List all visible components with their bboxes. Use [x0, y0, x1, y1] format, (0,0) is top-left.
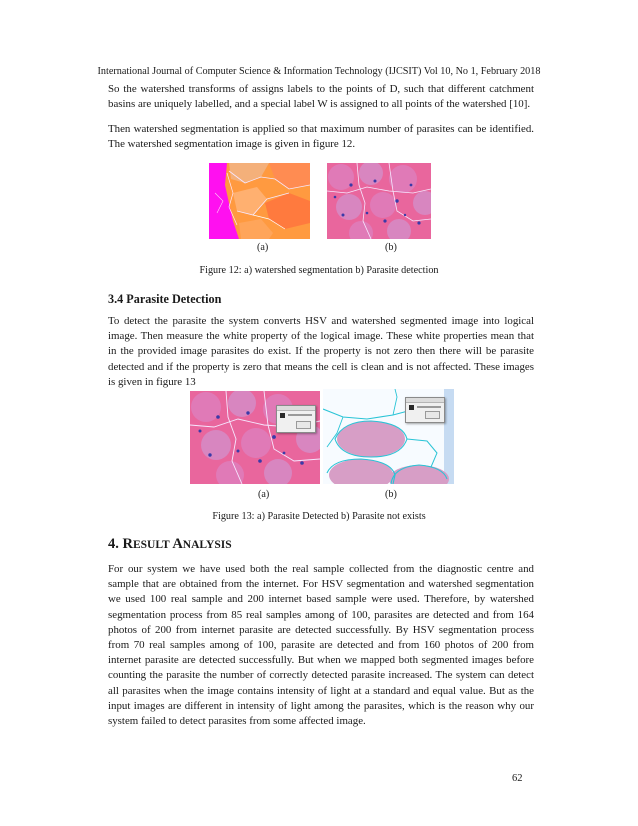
figure13-label-a: (a) [258, 489, 270, 500]
figure12-caption: Figure 12: a) watershed segmentation b) Parasite detection [199, 265, 439, 276]
paragraph-watershed-applied: Then watershed segmentation is applied so that maximum number of parasites can be identified. The watershed segmentation image is given in figure 12. [108, 123, 534, 151]
page-number: 62 [512, 773, 523, 784]
journal-header: International Journal of Computer Science & Information Technology (IJCSIT) Vol 10, No 1, February 2018 [97, 66, 541, 77]
section-4-heading [108, 536, 232, 553]
figure12-image-b [327, 163, 431, 239]
section-3-4-heading [108, 292, 221, 307]
figure13-dialog-b [405, 397, 445, 423]
paragraph-watershed-labels: So the watershed transforms of assigns labels to the points of D, such that different catchment basins are uniquely labelled, and a special label W is assigned to all points of the watershed [10]. [108, 83, 534, 111]
figure13-label-b: (b) [385, 489, 397, 500]
section-title: Parasite Detection [126, 292, 222, 306]
figure13-image-b [323, 389, 454, 484]
figure12-image-a [209, 163, 310, 239]
section-number: 3.4 [108, 292, 124, 306]
paragraph-parasite-detection: To detect the parasite the system converts HSV and watershed segmented image into logical image. Then measure the white property of the logical image. These white properties mean that in the provided image parasites do exist. If the property is not zero then there will be parasite detected and if the property is zero that means the cell is clean and is not affected. These images is given in figure 13 [108, 315, 534, 388]
figure12-label-a: (a) [257, 242, 269, 253]
section-title-initial: R [122, 536, 133, 552]
paragraph-result-analysis: For our system we have used both the real sample collected from the diagnostic centre and sample that are obtained from the internet. For HSV segmentation and watershed segmentation we used 100 real sample and 200 internet based sample were used. Therefore, by watershed segmentation process from 85 real samples among of 100, parasites are detected and from 164 photos of 200 from internet parasite are detected successfully. By HSV segmentation process from 70 real samples among of 100, parasite are detected and from 160 photos of 200 from internet parasite are detected successfully. But when we mapped both segmented images before counting the parasite the number of correctly detected parasite increased. The system can detect all parasites when the image contains intensity of light at a standard and equal value. But as the input images are different in intensity of light among the parasites, which is the reason why our system failed to detect parasites from some affected image. [108, 563, 534, 728]
section-title-smallcaps: ESULT [132, 539, 173, 551]
figure13-image-a [190, 391, 320, 484]
figure13-caption: Figure 13: a) Parasite Detected b) Parasite not exists [212, 511, 426, 522]
section-title-initial: A [172, 536, 183, 552]
section-title-smallcaps: NALYSIS [182, 539, 232, 551]
section-number: 4. [108, 536, 119, 552]
figure12-label-b: (b) [385, 242, 397, 253]
figure13-dialog-a [276, 405, 316, 433]
